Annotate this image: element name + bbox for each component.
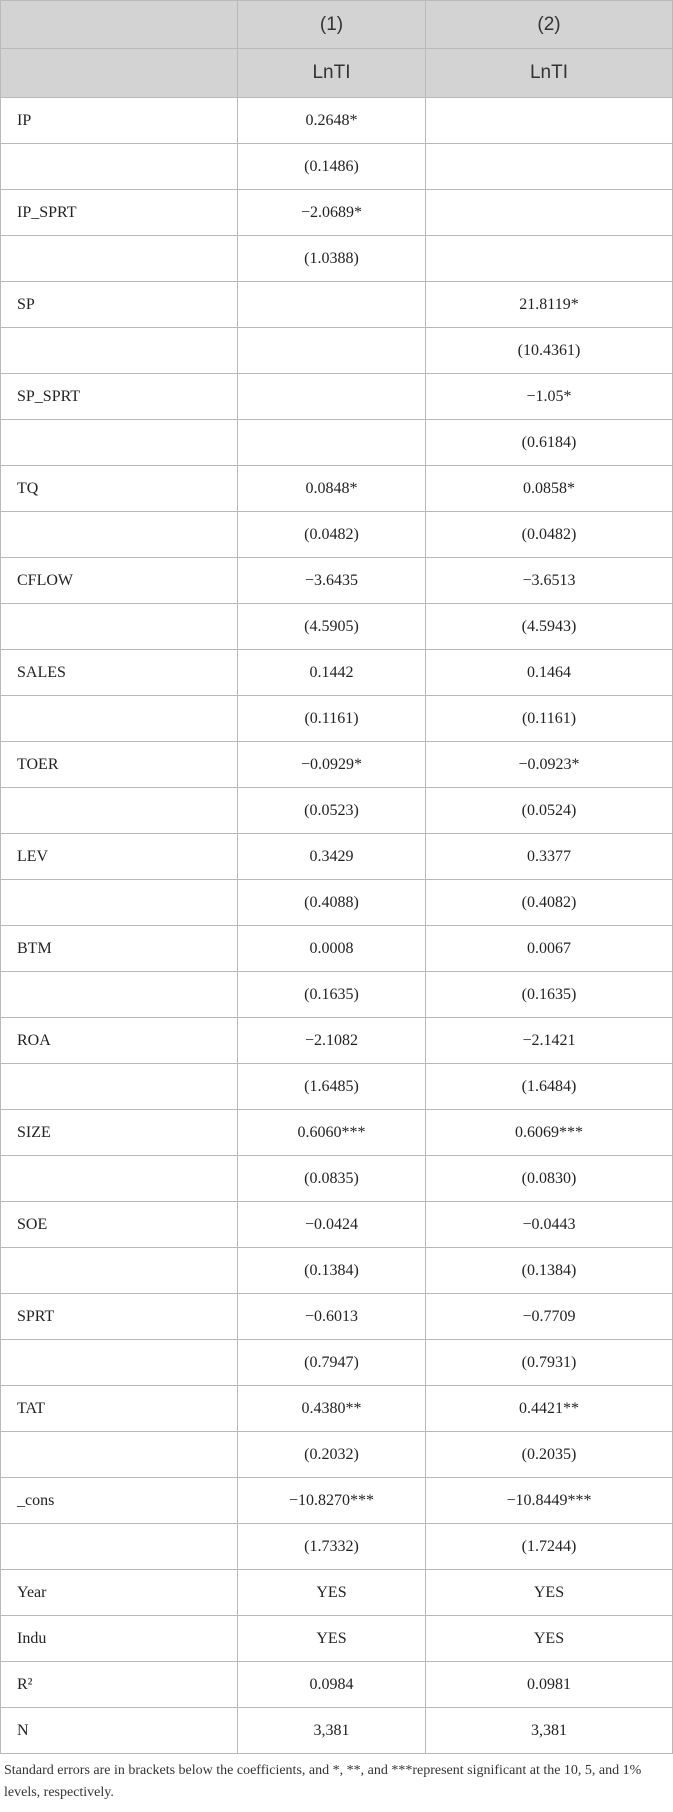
value-cell-col1: −0.6013 <box>238 1294 426 1340</box>
header-cell: LnTI <box>238 49 426 98</box>
variable-cell: TAT <box>1 1386 238 1432</box>
value-cell-col1: 0.0984 <box>238 1662 426 1708</box>
header-cell <box>1 1 238 49</box>
value-cell-col1: (0.1635) <box>238 972 426 1018</box>
value-cell-col2: (10.4361) <box>426 328 673 374</box>
value-cell-col2: YES <box>426 1616 673 1662</box>
variable-cell <box>1 880 238 926</box>
value-cell-col2: (1.7244) <box>426 1524 673 1570</box>
value-cell-col2: (0.0524) <box>426 788 673 834</box>
table-row <box>1 1524 673 1570</box>
value-cell-col1: 0.0848* <box>238 466 426 512</box>
variable-cell: Year <box>1 1570 238 1616</box>
value-cell-col1: YES <box>238 1570 426 1616</box>
value-cell-col2: 0.6069*** <box>426 1110 673 1156</box>
table-row <box>1 880 673 926</box>
table-row <box>1 1064 673 1110</box>
table-row <box>1 328 673 374</box>
value-cell-col1: 0.0008 <box>238 926 426 972</box>
value-cell-col1: −2.0689* <box>238 190 426 236</box>
variable-cell: SALES <box>1 650 238 696</box>
table-row <box>1 834 673 880</box>
variable-cell: TQ <box>1 466 238 512</box>
value-cell-col1: 0.2648* <box>238 98 426 144</box>
value-cell-col1: (1.0388) <box>238 236 426 282</box>
table-row <box>1 1616 673 1662</box>
variable-cell: SP_SPRT <box>1 374 238 420</box>
table-row <box>1 926 673 972</box>
value-cell-col2: 0.0858* <box>426 466 673 512</box>
variable-cell: SIZE <box>1 1110 238 1156</box>
value-cell-col1: −0.0929* <box>238 742 426 788</box>
value-cell-col2: −1.05* <box>426 374 673 420</box>
table-row <box>1 190 673 236</box>
value-cell-col1: (0.0835) <box>238 1156 426 1202</box>
value-cell-col1: YES <box>238 1616 426 1662</box>
variable-cell <box>1 604 238 650</box>
value-cell-col2: (4.5943) <box>426 604 673 650</box>
value-cell-col2: YES <box>426 1570 673 1616</box>
table-row <box>1 1570 673 1616</box>
variable-cell: BTM <box>1 926 238 972</box>
value-cell-col1: 0.4380** <box>238 1386 426 1432</box>
header-row-dependent-variable <box>1 49 673 98</box>
value-cell-col2: (0.6184) <box>426 420 673 466</box>
value-cell-col2: 0.3377 <box>426 834 673 880</box>
value-cell-col1: −0.0424 <box>238 1202 426 1248</box>
table-row <box>1 1202 673 1248</box>
variable-cell <box>1 420 238 466</box>
value-cell-col1 <box>238 328 426 374</box>
value-cell-col2: −2.1421 <box>426 1018 673 1064</box>
value-cell-col1: (0.4088) <box>238 880 426 926</box>
table-row <box>1 650 673 696</box>
value-cell-col2: −0.0923* <box>426 742 673 788</box>
variable-cell: IP_SPRT <box>1 190 238 236</box>
variable-cell: TOER <box>1 742 238 788</box>
value-cell-col1: (4.5905) <box>238 604 426 650</box>
value-cell-col1 <box>238 282 426 328</box>
value-cell-col1: −3.6435 <box>238 558 426 604</box>
value-cell-col1 <box>238 420 426 466</box>
variable-cell <box>1 1248 238 1294</box>
value-cell-col2: (1.6484) <box>426 1064 673 1110</box>
variable-cell: R² <box>1 1662 238 1708</box>
table-row <box>1 1386 673 1432</box>
value-cell-col2: (0.2035) <box>426 1432 673 1478</box>
value-cell-col2: 0.0067 <box>426 926 673 972</box>
value-cell-col2: (0.0482) <box>426 512 673 558</box>
value-cell-col2 <box>426 98 673 144</box>
table-row <box>1 420 673 466</box>
variable-cell: LEV <box>1 834 238 880</box>
table-row <box>1 1340 673 1386</box>
value-cell-col1: −10.8270*** <box>238 1478 426 1524</box>
table-row <box>1 742 673 788</box>
variable-cell <box>1 1156 238 1202</box>
value-cell-col1: 0.3429 <box>238 834 426 880</box>
table-row <box>1 1018 673 1064</box>
value-cell-col2 <box>426 236 673 282</box>
value-cell-col1: (0.7947) <box>238 1340 426 1386</box>
header-row-column-numbers <box>1 1 673 49</box>
table-row <box>1 788 673 834</box>
variable-cell: SOE <box>1 1202 238 1248</box>
value-cell-col1: (0.0523) <box>238 788 426 834</box>
variable-cell <box>1 1064 238 1110</box>
value-cell-col2: (0.4082) <box>426 880 673 926</box>
value-cell-col1: (1.6485) <box>238 1064 426 1110</box>
table-row <box>1 972 673 1018</box>
value-cell-col1: 0.1442 <box>238 650 426 696</box>
table-row <box>1 1708 673 1754</box>
value-cell-col1: (0.1486) <box>238 144 426 190</box>
table-row <box>1 512 673 558</box>
table-row <box>1 466 673 512</box>
variable-cell: CFLOW <box>1 558 238 604</box>
table-row <box>1 98 673 144</box>
table-row <box>1 1248 673 1294</box>
variable-cell: N <box>1 1708 238 1754</box>
value-cell-col2 <box>426 144 673 190</box>
value-cell-col2: (0.7931) <box>426 1340 673 1386</box>
variable-cell <box>1 236 238 282</box>
value-cell-col2: 0.1464 <box>426 650 673 696</box>
value-cell-col2: 21.8119* <box>426 282 673 328</box>
table-row <box>1 236 673 282</box>
variable-cell: ROA <box>1 1018 238 1064</box>
variable-cell <box>1 144 238 190</box>
value-cell-col2 <box>426 190 673 236</box>
table-row <box>1 558 673 604</box>
value-cell-col2: (0.1384) <box>426 1248 673 1294</box>
value-cell-col1: −2.1082 <box>238 1018 426 1064</box>
value-cell-col2: 0.4421** <box>426 1386 673 1432</box>
table-row <box>1 282 673 328</box>
table-row <box>1 696 673 742</box>
variable-cell <box>1 1524 238 1570</box>
header-cell: (2) <box>426 1 673 49</box>
table-row <box>1 144 673 190</box>
variable-cell: SPRT <box>1 1294 238 1340</box>
value-cell-col1: (1.7332) <box>238 1524 426 1570</box>
table-row <box>1 1294 673 1340</box>
value-cell-col2: (0.0830) <box>426 1156 673 1202</box>
value-cell-col1: (0.0482) <box>238 512 426 558</box>
header-cell: LnTI <box>426 49 673 98</box>
table-row <box>1 374 673 420</box>
variable-cell <box>1 1340 238 1386</box>
header-cell <box>1 49 238 98</box>
value-cell-col1 <box>238 374 426 420</box>
table-body <box>1 98 673 1754</box>
table-row <box>1 1662 673 1708</box>
table-row <box>1 604 673 650</box>
table-row <box>1 1156 673 1202</box>
value-cell-col2: −3.6513 <box>426 558 673 604</box>
table-row <box>1 1432 673 1478</box>
variable-cell: Indu <box>1 1616 238 1662</box>
value-cell-col2: (0.1635) <box>426 972 673 1018</box>
value-cell-col2: 0.0981 <box>426 1662 673 1708</box>
table-row <box>1 1110 673 1156</box>
variable-cell <box>1 512 238 558</box>
value-cell-col1: (0.2032) <box>238 1432 426 1478</box>
variable-cell <box>1 1432 238 1478</box>
variable-cell: IP <box>1 98 238 144</box>
value-cell-col1: (0.1384) <box>238 1248 426 1294</box>
variable-cell <box>1 328 238 374</box>
value-cell-col2: −0.7709 <box>426 1294 673 1340</box>
table-row <box>1 1478 673 1524</box>
value-cell-col1: (0.1161) <box>238 696 426 742</box>
value-cell-col1: 0.6060*** <box>238 1110 426 1156</box>
variable-cell: SP <box>1 282 238 328</box>
value-cell-col2: 3,381 <box>426 1708 673 1754</box>
value-cell-col1: 3,381 <box>238 1708 426 1754</box>
variable-cell <box>1 696 238 742</box>
variable-cell <box>1 972 238 1018</box>
variable-cell <box>1 788 238 834</box>
value-cell-col2: −10.8449*** <box>426 1478 673 1524</box>
value-cell-col2: −0.0443 <box>426 1202 673 1248</box>
variable-cell: _cons <box>1 1478 238 1524</box>
header-cell: (1) <box>238 1 426 49</box>
table-footnote: Standard errors are in brackets below the coefficients, and *, **, and ***represent significant at the 10, 5, and 1% levels, respectively. <box>4 1763 642 1800</box>
value-cell-col2: (0.1161) <box>426 696 673 742</box>
